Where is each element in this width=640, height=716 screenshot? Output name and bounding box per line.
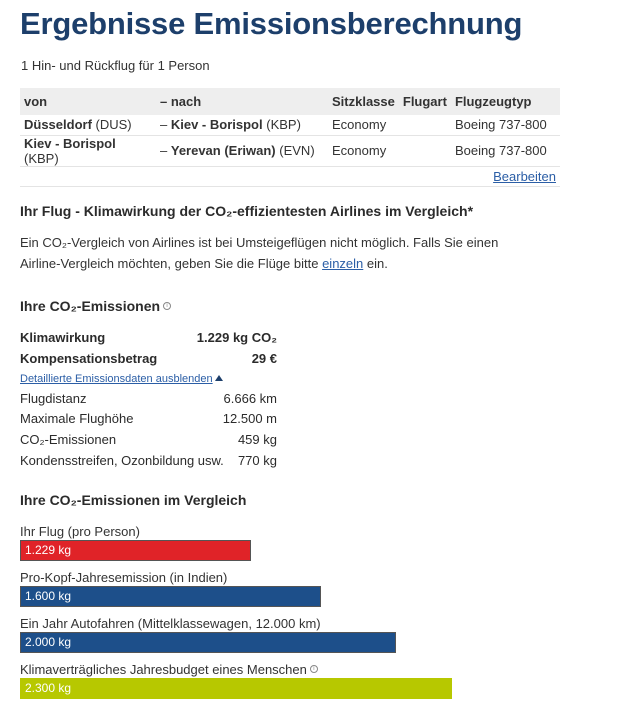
- info-icon[interactable]: i: [310, 665, 318, 673]
- to-code: (EVN): [279, 143, 315, 158]
- bar-flight: 1.229 kg: [20, 540, 251, 561]
- detail-value: 6.666 km: [223, 391, 277, 406]
- from-code: (KBP): [24, 150, 59, 166]
- flight-table: [20, 88, 560, 187]
- to-airport: Yerevan (Eriwan): [170, 143, 276, 158]
- flight-type: [399, 135, 451, 166]
- bar-label-flight: Ihr Flug (pro Person): [20, 524, 140, 539]
- compensation-label: Kompensationsbetrag: [20, 351, 158, 366]
- detail-label: Flugdistanz: [20, 391, 87, 406]
- climate-impact-value: 1.229 kg CO₂: [196, 330, 277, 345]
- to-code: (KBP): [266, 117, 301, 133]
- triangle-up-icon: [215, 375, 223, 381]
- emissions-heading: [20, 298, 171, 314]
- climate-impact-row: [20, 330, 277, 345]
- airline-compare-text-end: ein.: [363, 256, 388, 271]
- toggle-details-label: Detaillierte Emissionsdaten ausblenden: [20, 373, 213, 385]
- table-row: [20, 115, 560, 135]
- comparison-heading: Ihre CO₂-Emissionen im Vergleich: [20, 492, 247, 508]
- seat-class: Economy: [328, 115, 399, 135]
- page-subtitle: 1 Hin- und Rückflug für 1 Person: [21, 58, 210, 73]
- col-header-aircraft: Flugzeugtyp: [451, 88, 560, 115]
- dash: –: [160, 117, 168, 133]
- detail-value: 459 kg: [237, 432, 277, 447]
- from-airport: Düsseldorf: [24, 117, 92, 133]
- info-icon[interactable]: i: [163, 302, 171, 310]
- compensation-row: [20, 351, 277, 366]
- detail-row: [20, 391, 277, 406]
- flight-type: [399, 115, 451, 135]
- col-header-from: von: [20, 88, 156, 115]
- toggle-details-link[interactable]: [20, 373, 223, 385]
- from-airport: Kiev - Borispol: [24, 135, 116, 151]
- aircraft-type: Boeing 737-800: [451, 135, 560, 166]
- from-code: (DUS): [95, 117, 132, 133]
- detail-row: [20, 411, 277, 426]
- bar-label-budget: [20, 662, 318, 677]
- edit-link[interactable]: Bearbeiten: [493, 168, 556, 184]
- detail-label: CO₂-Emissionen: [20, 432, 117, 447]
- col-header-class: Sitzklasse: [328, 88, 399, 115]
- detail-row: [20, 453, 277, 468]
- detail-value: 12.500 m: [222, 411, 277, 426]
- aircraft-type: Boeing 737-800: [451, 115, 560, 135]
- table-row: [20, 135, 560, 166]
- bar-budget: 2.300 kg: [20, 678, 452, 699]
- bar-label-car: Ein Jahr Autofahren (Mittelklassewagen, 12.000 km): [20, 616, 321, 631]
- detail-label: Kondensstreifen, Ozonbildung usw.: [20, 453, 224, 468]
- airline-compare-text-start: Ein CO₂-Vergleich von Airlines ist bei Umsteigeflügen nicht möglich. Falls Sie einen Airline-Vergleich möchten, geben Sie die Flüge bitte: [20, 235, 499, 271]
- dash: –: [160, 143, 168, 158]
- bar-label-budget-text: Klimaverträgliches Jahresbudget eines Menschen: [20, 662, 307, 677]
- bar-car: 2.000 kg: [20, 632, 396, 653]
- compensation-value: 29 €: [251, 351, 277, 366]
- seat-class: Economy: [328, 135, 399, 166]
- detail-value: 770 kg: [237, 453, 277, 468]
- col-header-type: Flugart: [399, 88, 451, 115]
- bar-label-india: Pro-Kopf-Jahresemission (in Indien): [20, 570, 228, 585]
- single-flights-link[interactable]: einzeln: [322, 256, 364, 271]
- to-airport: Kiev - Borispol: [170, 117, 263, 133]
- emissions-heading-text: Ihre CO₂-Emissionen: [20, 298, 161, 314]
- detail-row: [20, 432, 277, 447]
- bar-india: 1.600 kg: [20, 586, 321, 607]
- edit-row: [20, 166, 560, 186]
- page-title: Ergebnisse Emissionsberechnung: [20, 6, 523, 41]
- airline-compare-heading: Ihr Flug - Klimawirkung der CO₂-effizientesten Airlines im Vergleich*: [20, 203, 474, 219]
- airline-compare-text: [20, 232, 540, 274]
- flight-table-header: [20, 88, 560, 115]
- col-header-to: – nach: [156, 88, 328, 115]
- detail-label: Maximale Flughöhe: [20, 411, 134, 426]
- climate-impact-label: Klimawirkung: [20, 330, 106, 345]
